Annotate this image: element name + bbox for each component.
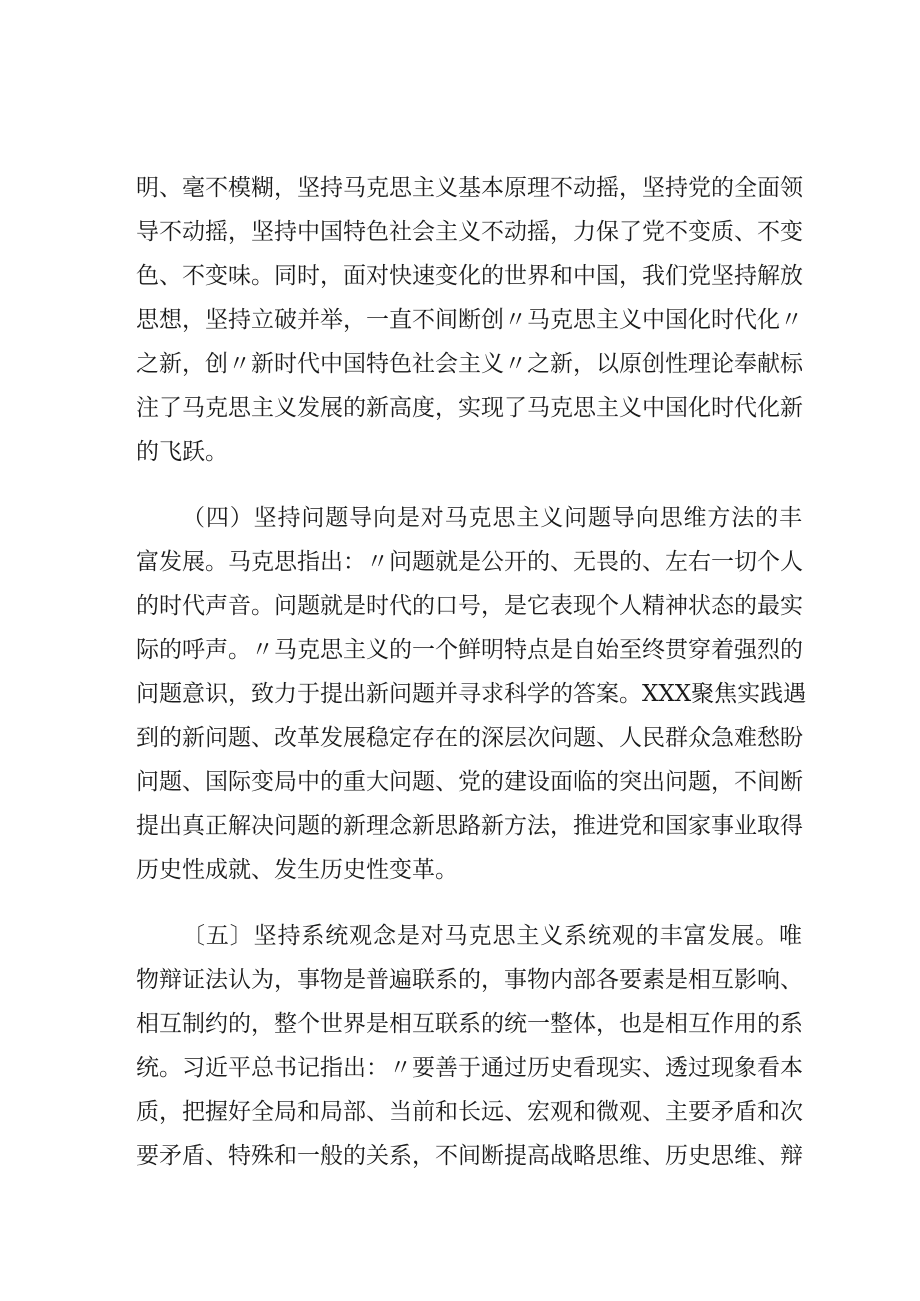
text-line: 明、毫不模糊，坚持马克思主义基本原理不动摇，坚持党的全面领 <box>136 175 803 201</box>
text-line: 问题、国际变局中的重大问题、党的建设面临的突出问题，不间断 <box>136 769 803 795</box>
text-line: 导不动摇，坚持中国特色社会主义不动摇，力保了党不变质、不变 <box>136 219 803 245</box>
text-line: 问题意识，致力于提出新问题并寻求科学的答案。XXX聚焦实践遇 <box>136 681 807 707</box>
text-line: 思想，坚持立破并举，一直不间断创〃马克思主义中国化时代化〃 <box>136 307 803 333</box>
paragraph-continuation <box>136 166 802 474</box>
section-heading-line: 〔五〕坚持系统观念是对马克思主义系统观的丰富发展。唯 <box>182 923 802 949</box>
text-line: 到的新问题、改革发展稳定存在的深层次问题、人民群众急难愁盼 <box>136 725 803 751</box>
text-line: 历史性成就、发生历史性变革。 <box>136 857 458 883</box>
text-line: 色、不变味。同时，面对快速变化的世界和中国，我们党坚持解放 <box>136 263 803 289</box>
paragraph-spacer <box>136 892 802 914</box>
text-line: 统。习近平总书记指出：〃要善于通过历史看现实、透过现象看本 <box>136 1055 803 1081</box>
text-line: 际的呼声。〃马克思主义的一个鲜明特点是自始至终贯穿着强烈的 <box>136 637 803 663</box>
text-line: 之新，创〃新时代中国特色社会主义〃之新，以原创性理论奉献标 <box>136 351 803 377</box>
text-line: 质，把握好全局和局部、当前和长远、宏观和微观、主要矛盾和次 <box>136 1099 803 1125</box>
paragraph-spacer <box>136 474 802 496</box>
paragraph-section-4 <box>136 496 807 892</box>
text-line: 富发展。马克思指出：〃问题就是公开的、无畏的、左右一切个人 <box>136 549 803 575</box>
text-line: 物辩证法认为，事物是普遍联系的，事物内部各要素是相互影响、 <box>136 967 803 993</box>
document-body <box>136 166 807 1178</box>
paragraph-section-5 <box>136 914 802 1178</box>
text-line: 注了马克思主义发展的新高度，实现了马克思主义中国化时代化新 <box>136 395 803 421</box>
text-line: 的时代声音。问题就是时代的口号，是它表现个人精神状态的最实 <box>136 593 803 619</box>
text-line: 的飞跃。 <box>136 439 228 465</box>
text-line: 相互制约的，整个世界是相互联系的统一整体，也是相互作用的系 <box>136 1011 803 1037</box>
text-line: 要矛盾、特殊和一般的关系，不间断提高战略思维、历史思维、辩 <box>136 1143 803 1169</box>
section-heading-line: （四）坚持问题导向是对马克思主义问题导向思维方法的丰 <box>182 505 802 531</box>
text-line: 提出真正解决问题的新理念新思路新方法，推进党和国家事业取得 <box>136 813 803 839</box>
